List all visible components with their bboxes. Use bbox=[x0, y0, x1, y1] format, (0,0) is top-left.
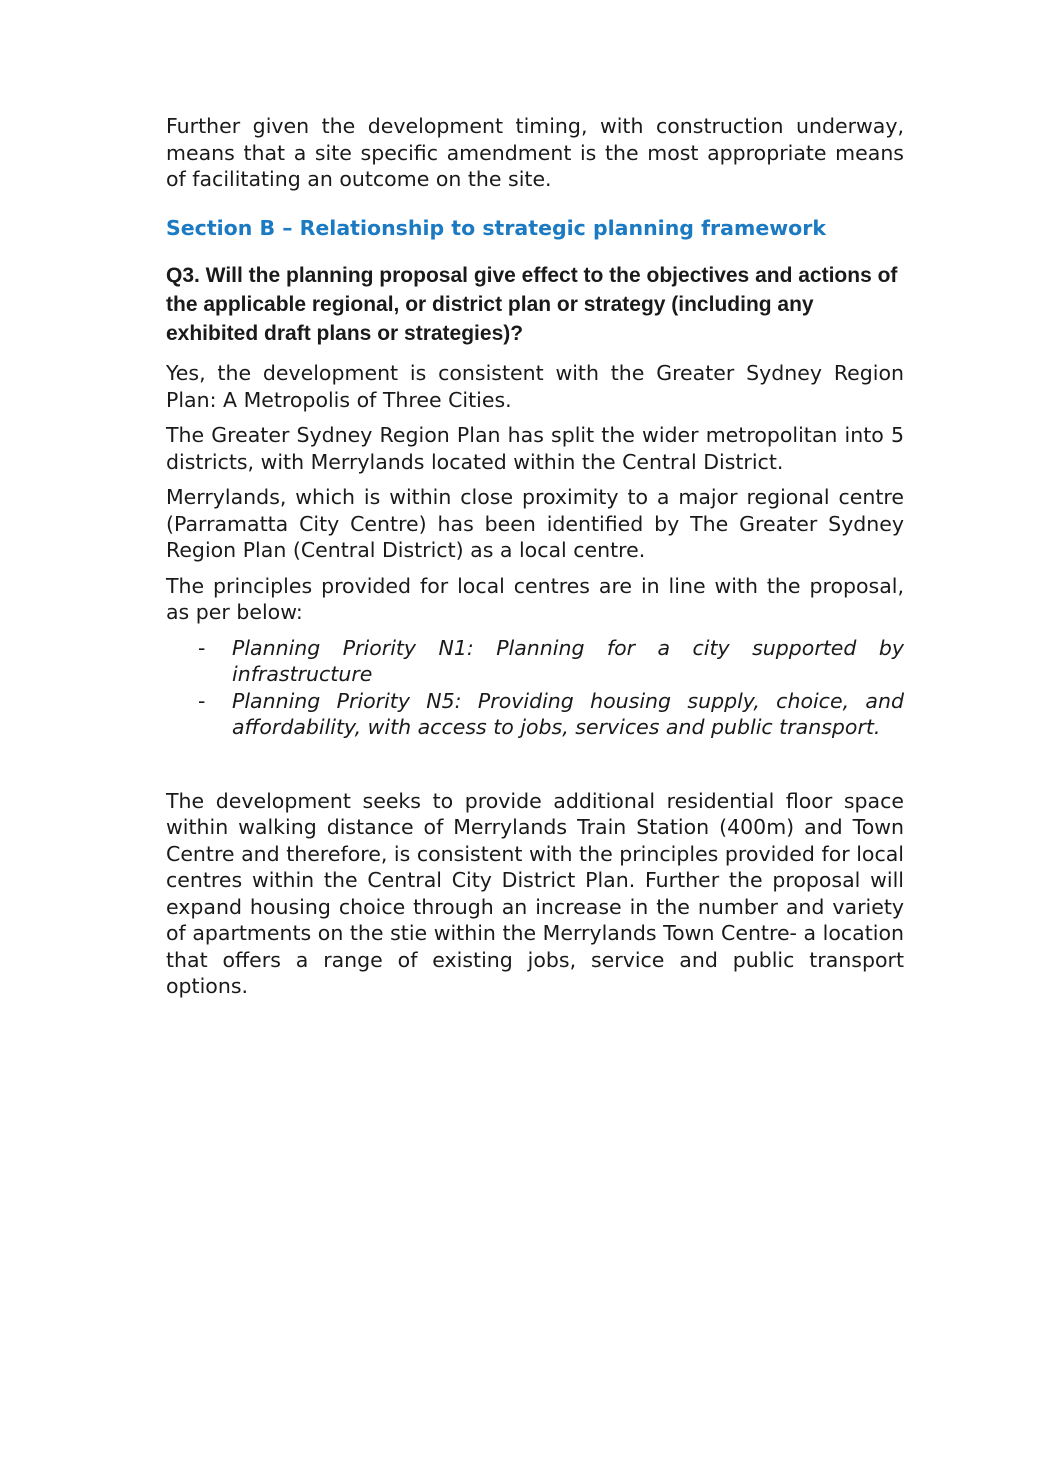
bullet-marker: - bbox=[198, 635, 206, 660]
bullet-text: Planning Priority N1: Planning for a city supported by infrastructure bbox=[232, 635, 904, 686]
final-paragraph: The development seeks to provide additional residential floor space within walking distance of Merrylands Train Station (400m) and Town Centre and therefore, is consistent with the principles provided for local centres within the Central City District Plan. Further the proposal will expand housing choice through an increase in the number and variety of apartments on the stie within the Merrylands Town Centre- a location that offers a range of existing jobs, service and public transport options. bbox=[166, 788, 904, 998]
document-page bbox=[166, 113, 904, 1000]
answer-paragraph-1: Yes, the development is consistent with the Greater Sydney Region Plan: A Metropolis of Three Cities. bbox=[166, 361, 904, 412]
priority-list bbox=[166, 635, 904, 741]
answer-paragraph-3: Merrylands, which is within close proximity to a major regional centre (Parramatta City Centre) has been identified by The Greater Sydney Region Plan (Central District) as a local centre. bbox=[166, 485, 904, 562]
answer-paragraph-2: The Greater Sydney Region Plan has split the wider metropolitan into 5 districts, with Merrylands located within the Central District. bbox=[166, 423, 904, 474]
question-heading: Q3. Will the planning proposal give effect to the objectives and actions of the applicable regional, or district plan or strategy (including any exhibited draft plans or strategies)? bbox=[166, 264, 898, 345]
intro-paragraph: Further given the development timing, with construction underway, means that a site specific amendment is the most appropriate means of facilitating an outcome on the site. bbox=[166, 114, 904, 191]
bullet-marker: - bbox=[198, 688, 206, 713]
list-item bbox=[166, 688, 904, 741]
section-heading: Section B – Relationship to strategic planning framework bbox=[166, 215, 827, 240]
bullet-text: Planning Priority N5: Providing housing supply, choice, and affordability, with access to jobs, services and public transport. bbox=[232, 688, 904, 739]
answer-paragraph-4: The principles provided for local centres are in line with the proposal, as per below: bbox=[166, 573, 904, 624]
list-item bbox=[166, 635, 904, 688]
